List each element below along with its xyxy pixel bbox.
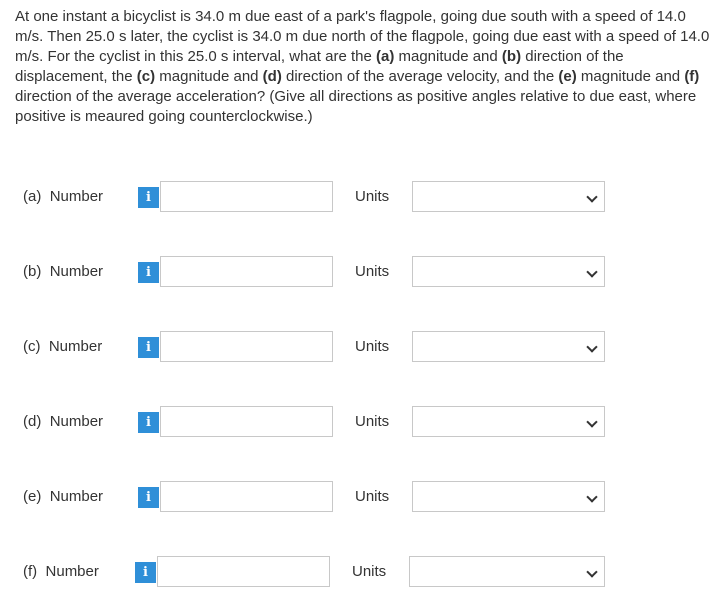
info-icon[interactable]: i [138, 262, 159, 283]
part-label-e [23, 488, 103, 505]
question-part-marker: (c) [136, 68, 156, 85]
part-letter: (a) [23, 188, 42, 205]
units-label: Units [355, 413, 390, 430]
question-part-marker: (d) [262, 68, 282, 85]
answer-row-e [0, 480, 715, 514]
answer-row-d [0, 405, 715, 439]
question-part-marker: (a) [375, 48, 395, 65]
question-text-segment: At one instant a bicyclist is 34.0 m due east of a park's flagpole, going due south with a speed of 14.0 m/s. Then 25.0 s later, the cyclist is 34.0 m due north of the flagpole, going due east with a speed of 14.0 m/s. For the cyclist in this 25.0 s interval, what are the [15, 8, 710, 65]
part-letter: (e) [23, 488, 42, 505]
question-text-segment: magnitude and [394, 48, 502, 65]
units-select-d[interactable] [412, 406, 605, 437]
number-label: Number [49, 263, 104, 280]
info-icon[interactable]: i [135, 562, 156, 583]
part-label-b [23, 263, 103, 280]
units-select-e[interactable] [412, 481, 605, 512]
question-text-segment: magnitude and [576, 68, 685, 85]
number-label: Number [49, 413, 104, 430]
units-select-f[interactable] [409, 556, 605, 587]
chevron-down-icon [586, 191, 597, 202]
question-part-marker: (e) [558, 68, 577, 85]
question-text-segment: direction of the displacement, the [15, 48, 624, 85]
number-input-e[interactable] [160, 481, 333, 512]
number-label: Number [49, 188, 104, 205]
units-select-b[interactable] [412, 256, 605, 287]
units-label: Units [355, 188, 390, 205]
number-label: Number [45, 563, 99, 580]
question-part-marker: (f) [684, 68, 700, 85]
number-input-b[interactable] [160, 256, 333, 287]
number-input-c[interactable] [160, 331, 333, 362]
part-letter: (f) [23, 563, 38, 580]
answer-row-a [0, 180, 715, 214]
number-input-f[interactable] [157, 556, 330, 587]
part-letter: (d) [23, 413, 42, 430]
part-label-d [23, 413, 103, 430]
part-label-a [23, 188, 103, 205]
info-icon[interactable]: i [138, 337, 159, 358]
part-label-f [23, 563, 99, 580]
units-label: Units [355, 263, 390, 280]
part-letter: (c) [23, 338, 41, 355]
chevron-down-icon [586, 416, 597, 427]
part-letter: (b) [23, 263, 42, 280]
chevron-down-icon [586, 566, 597, 577]
units-label: Units [352, 563, 387, 580]
number-input-d[interactable] [160, 406, 333, 437]
question-text [15, 7, 710, 127]
answer-row-c [0, 330, 715, 364]
info-icon[interactable]: i [138, 187, 159, 208]
chevron-down-icon [586, 341, 597, 352]
chevron-down-icon [586, 266, 597, 277]
number-input-a[interactable] [160, 181, 333, 212]
question-text-segment: direction of the average acceleration? (Give all directions as positive angles relative to due east, where positive is meaured going counterclockwise.) [15, 88, 697, 125]
part-label-c [23, 338, 102, 355]
answer-row-f [0, 555, 715, 589]
info-icon[interactable]: i [138, 487, 159, 508]
answer-row-b [0, 255, 715, 289]
number-label: Number [49, 488, 104, 505]
units-select-c[interactable] [412, 331, 605, 362]
number-label: Number [48, 338, 103, 355]
question-part-marker: (b) [501, 48, 522, 65]
question-text-segment: direction of the average velocity, and the [281, 68, 559, 85]
units-label: Units [355, 488, 390, 505]
question-text-segment: magnitude and [155, 68, 263, 85]
info-icon[interactable]: i [138, 412, 159, 433]
chevron-down-icon [586, 491, 597, 502]
units-label: Units [355, 338, 390, 355]
units-select-a[interactable] [412, 181, 605, 212]
